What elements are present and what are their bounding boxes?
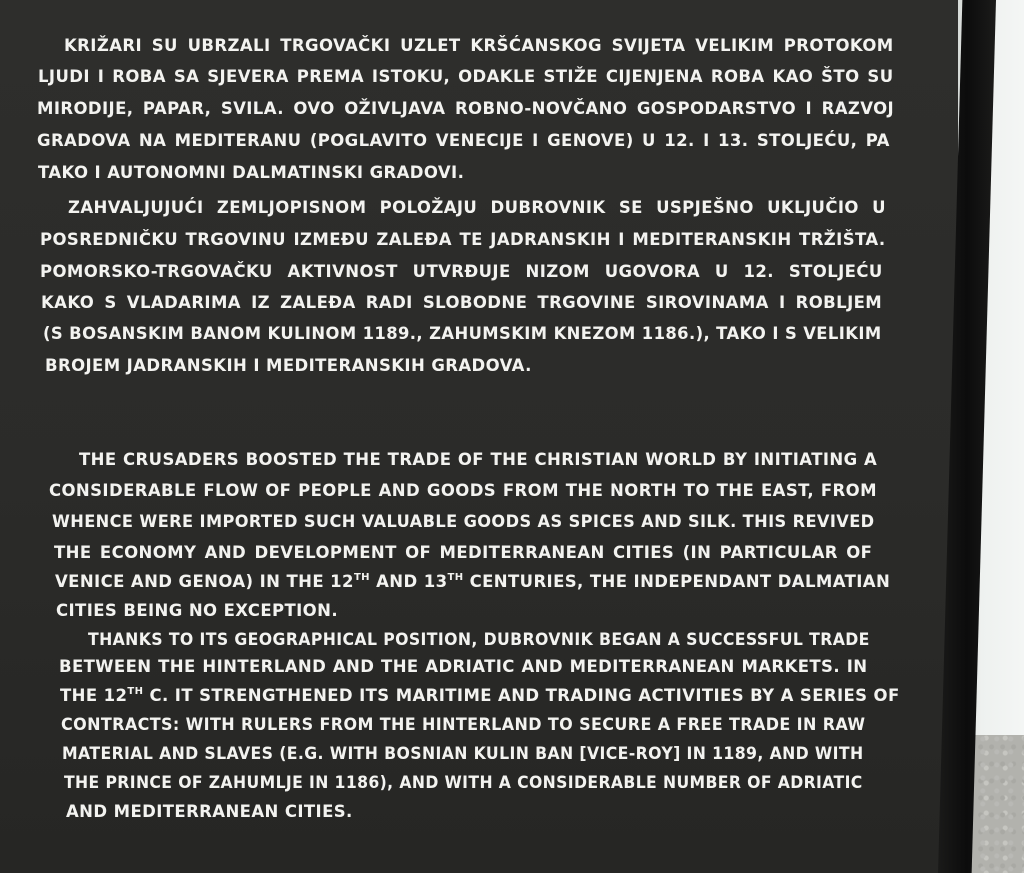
en-p2-line6: THE PRINCE OF ZAHUMLJE IN 1186), AND WITH A CONSIDERABLE NUMBER OF ADRIATIC — [64, 773, 863, 792]
en-p1-line1: THE CRUSADERS BOOSTED THE TRADE OF THE CHRISTIAN WORLD BY INITIATING A — [79, 450, 878, 469]
en-p2-line4: CONTRACTS: WITH RULERS FROM THE HINTERLAND TO SECURE A FREE TRADE IN RAW — [61, 715, 866, 734]
en-p1-line5-part-b: AND 13 — [369, 572, 448, 591]
hr-p1-line5: TAKO I AUTONOMNI DALMATINSKI GRADOVI. — [38, 163, 465, 182]
hr-p1-line4: GRADOVA NA MEDITERANU (POGLAVITO VENECIJE I GENOVE) U 12. I 13. STOLJEĆU, PA — [37, 131, 890, 150]
hr-p2-line2: POSREDNIČKU TRGOVINU IZMEĐU ZALEĐA TE JADRANSKIH I MEDITERANSKIH TRŽIŠTA. — [40, 230, 886, 249]
ordinal-suffix: TH — [127, 686, 144, 697]
en-p1-line2: CONSIDERABLE FLOW OF PEOPLE AND GOODS FROM THE NORTH TO THE EAST, FROM — [49, 481, 877, 500]
en-p2-line3-part-a: THE 12 — [60, 686, 128, 705]
hr-p2-line4: KAKO S VLADARIMA IZ ZALEĐA RADI SLOBODNE TRGOVINE SIROVINAMA I ROBLJEM — [41, 293, 883, 312]
en-p2-line3 — [60, 688, 900, 705]
en-p1-line3: WHENCE WERE IMPORTED SUCH VALUABLE GOODS AS SPICES AND SILK. THIS REVIVED — [52, 512, 875, 531]
en-p2-line3-part-b: C. IT STRENGTHENED ITS MARITIME AND TRADING ACTIVITIES BY A SERIES OF — [143, 686, 900, 705]
en-p2-line2: BETWEEN THE HINTERLAND AND THE ADRIATIC AND MEDITERRANEAN MARKETS. IN — [59, 657, 868, 676]
en-p1-line4: THE ECONOMY AND DEVELOPMENT OF MEDITERRANEAN CITIES (IN PARTICULAR OF — [54, 543, 873, 562]
hr-p2-line1: ZAHVALJUJUĆI ZEMLJOPISNOM POLOŽAJU DUBROVNIK SE USPJEŠNO UKLJUČIO U — [68, 198, 886, 217]
en-p2-line1: THANKS TO ITS GEOGRAPHICAL POSITION, DUBROVNIK BEGAN A SUCCESSFUL TRADE — [88, 630, 870, 649]
hr-p1-line1: KRIŽARI SU UBRZALI TRGOVAČKI UZLET KRŠĆANSKOG SVIJETA VELIKIM PROTOKOM — [64, 36, 894, 55]
hr-p1-line2: LJUDI I ROBA SA SJEVERA PREMA ISTOKU, ODAKLE STIŽE CIJENJENA ROBA KAO ŠTO SU — [38, 67, 894, 86]
ordinal-suffix: TH — [353, 572, 370, 583]
en-p1-line5 — [55, 574, 890, 591]
hr-p2-line3: POMORSKO-TRGOVAČKU AKTIVNOST UTVRĐUJE NIZOM UGOVORA U 12. STOLJEĆU — [40, 262, 883, 281]
ordinal-suffix: TH — [447, 572, 464, 583]
en-p1-line5-part-c: CENTURIES, THE INDEPENDANT DALMATIAN — [463, 572, 891, 591]
en-p1-line5-part-a: VENICE AND GENOA) IN THE 12 — [55, 572, 354, 591]
en-p2-line7: AND MEDITERRANEAN CITIES. — [66, 802, 353, 821]
hr-p2-line6: BROJEM JADRANSKIH I MEDITERANSKIH GRADOVA. — [45, 356, 532, 375]
hr-p1-line3: MIRODIJE, PAPAR, SVILA. OVO OŽIVLJAVA ROBNO-NOVČANO GOSPODARSTVO I RAZVOJ — [37, 99, 895, 118]
en-p1-line6: CITIES BEING NO EXCEPTION. — [56, 601, 338, 620]
hr-p2-line5: (S BOSANSKIM BANOM KULINOM 1189., ZAHUMSKIM KNEZOM 1186.), TAKO I S VELIKIM — [43, 324, 882, 343]
en-p2-line5: MATERIAL AND SLAVES (E.G. WITH BOSNIAN KULIN BAN [VICE-ROY] IN 1189, AND WITH — [62, 744, 864, 763]
